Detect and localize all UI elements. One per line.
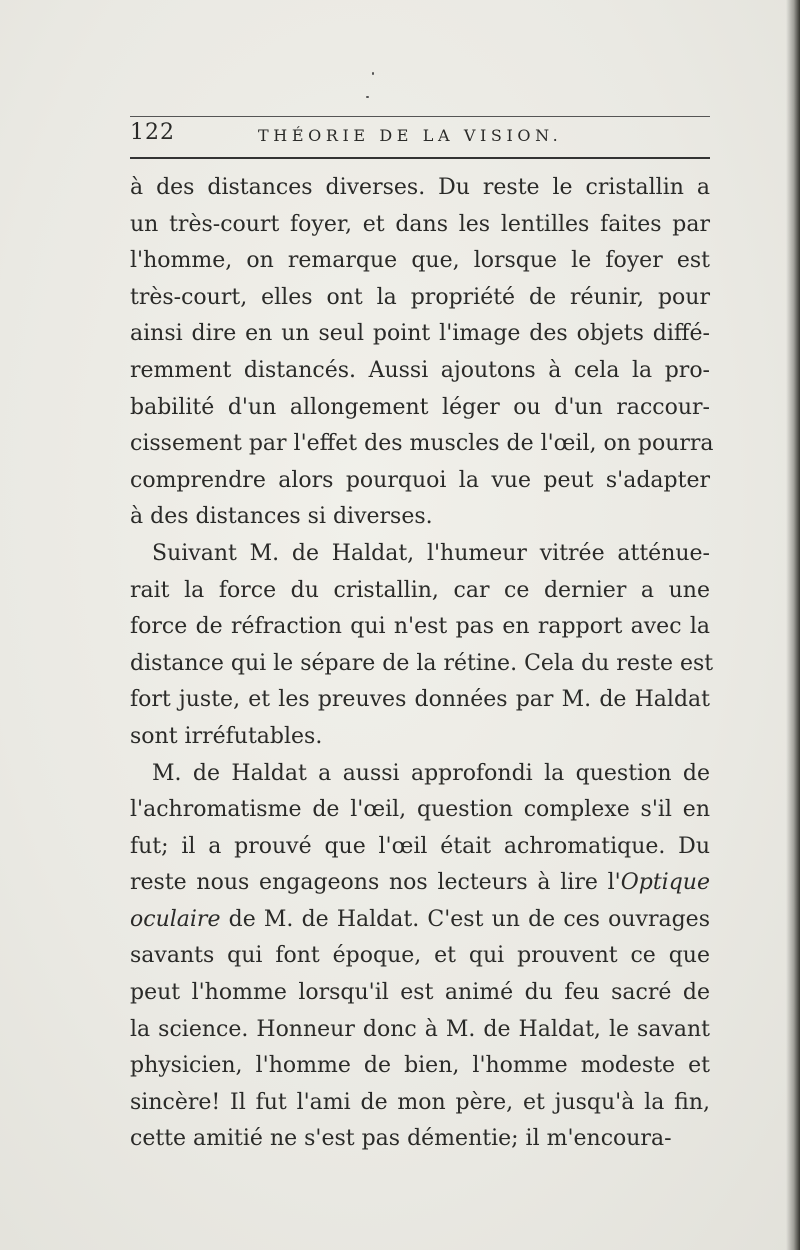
text-line: comprendre alors pourquoi la vue peut s'adapter: [130, 467, 710, 493]
text-line: un très-court foyer, et dans les lentilles faites par: [130, 211, 710, 237]
text-line: à des distances diverses. Du reste le cristallin a: [130, 175, 710, 200]
text-line: Suivant M. de Haldat, l'humeur vitrée atténue-: [152, 540, 710, 566]
print-speck: [366, 96, 369, 98]
text-line: distance qui le sépare de la rétine. Cela du reste est: [130, 650, 714, 676]
body-text: [130, 170, 714, 1158]
text-line: l'homme, on remarque que, lorsque le foyer est: [130, 248, 710, 274]
text-line: rait la force du cristallin, car ce dernier a une: [130, 577, 710, 603]
text-line: fut; il a prouvé que l'œil était achromatique. Du: [130, 833, 710, 859]
text-line: cette amitié ne s'est pas démentie; il m'encoura-: [130, 1126, 672, 1152]
book-title-italic: oculaire: [130, 906, 221, 932]
text-line: sont irréfutables.: [130, 723, 323, 749]
text-line: peut l'homme lorsqu'il est animé du feu sacré de: [130, 980, 710, 1006]
page-binding-shadow: [786, 0, 800, 1250]
text-line: force de réfraction qui n'est pas en rapport avec la: [130, 614, 710, 640]
text-line: [130, 902, 710, 939]
text-line: babilité d'un allongement léger ou d'un raccour-: [130, 394, 710, 420]
book-title-italic: Optique: [620, 870, 710, 896]
running-title: THÉORIE DE LA VISION.: [258, 126, 563, 145]
text-segment: de M. de Haldat. C'est un de ces ouvrages: [220, 906, 710, 932]
text-line: la science. Honneur donc à M. de Haldat, le savant: [130, 1016, 710, 1042]
text-line: savants qui font époque, et qui prouvent ce que: [130, 943, 710, 969]
text-line: très-court, elles ont la propriété de réunir, pour: [130, 284, 710, 310]
text-line: remment distancés. Aussi ajoutons à cela la pro-: [130, 357, 710, 383]
text-line: sincère! Il fut l'ami de mon père, et jusqu'à la fin,: [130, 1089, 710, 1115]
header-rule-bottom: [130, 157, 710, 159]
text-line: cissement par l'effet des muscles de l'œil, on pourra: [130, 431, 714, 457]
text-line: à des distances si diverses.: [130, 504, 433, 530]
text-line: ainsi dire en un seul point l'image des objets diffé-: [130, 321, 710, 347]
text-segment: reste nous engageons nos lecteurs à lire l': [130, 870, 621, 896]
text-line: fort juste, et les preuves données par M. de Haldat: [130, 687, 710, 713]
page-number: 122: [130, 120, 175, 145]
print-speck: [372, 72, 374, 75]
text-line: l'achromatisme de l'œil, question complexe s'il en: [130, 797, 710, 823]
running-header: [130, 120, 710, 150]
text-line: [130, 865, 710, 902]
text-line: M. de Haldat a aussi approfondi la question de: [152, 760, 710, 786]
header-rule-top: [130, 116, 710, 117]
text-line: physicien, l'homme de bien, l'homme modeste et: [130, 1053, 710, 1079]
